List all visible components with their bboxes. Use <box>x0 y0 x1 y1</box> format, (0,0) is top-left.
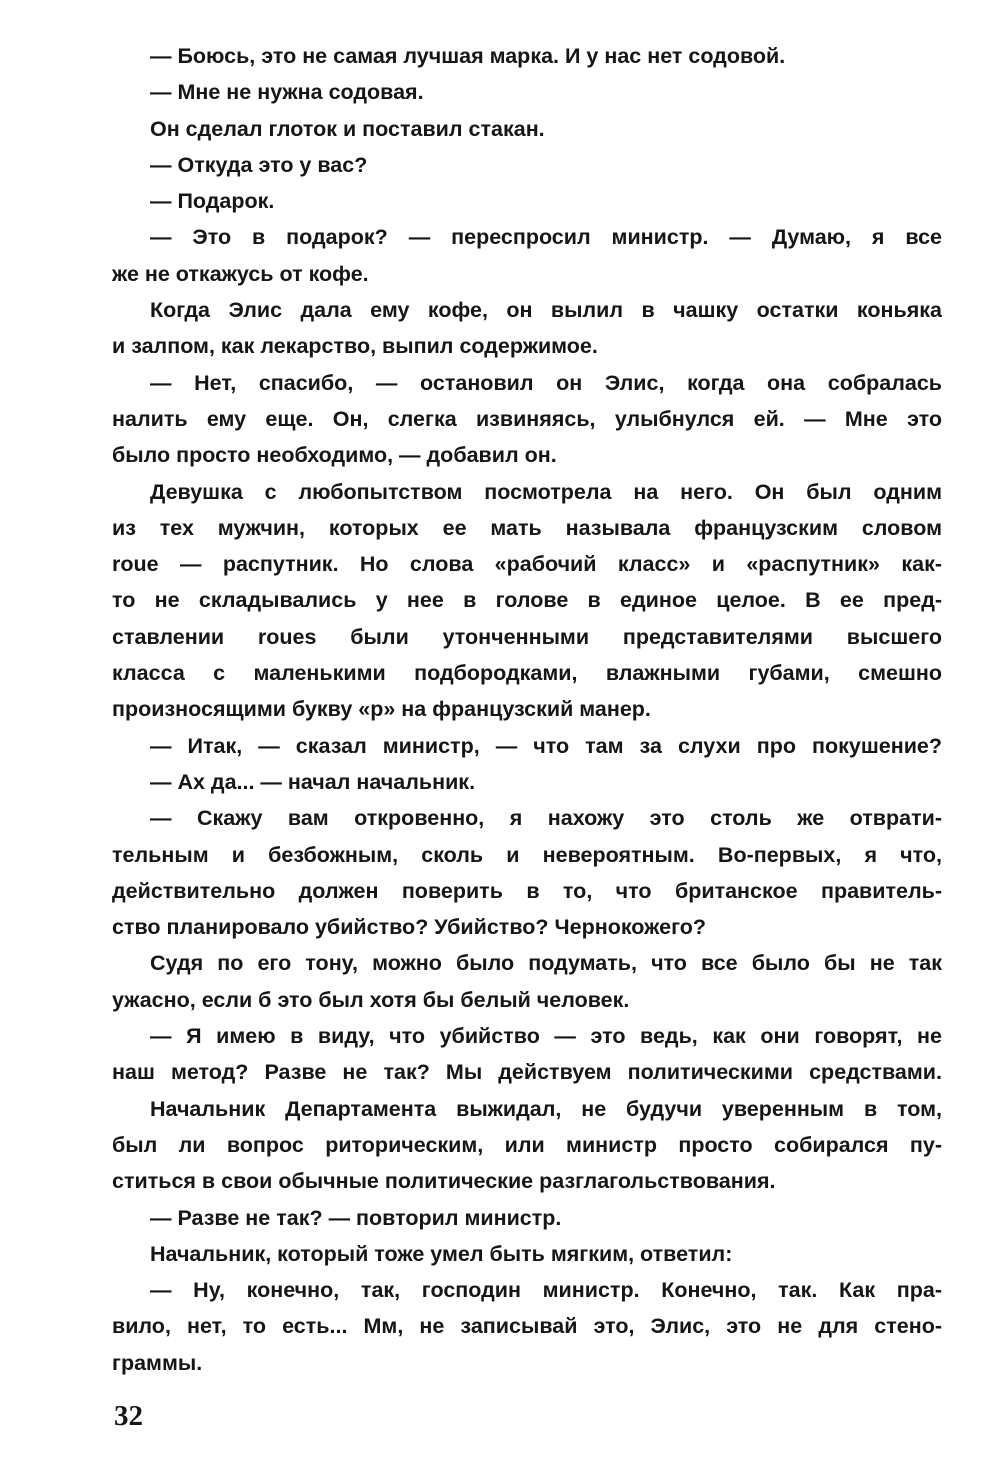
text-line: — Скажу вам откровенно, я нахожу это столь же отврати- <box>150 806 942 831</box>
text-line: — Подарок. <box>150 189 275 214</box>
text-line: Когда Элис дала ему кофе, он вылил в чашку остатки коньяка <box>150 298 942 323</box>
text-line: — Нет, спасибо, — остановил он Элис, когда она собралась <box>150 370 942 395</box>
text-line: — Я имею в виду, что убийство — это ведь, как они говорят, не <box>150 1024 942 1049</box>
text-line: — Мне не нужна содовая. <box>150 80 424 105</box>
text-line: roue — распутник. Но слова «рабочий класс» и «распутник» как- <box>112 552 942 577</box>
text-line: — Боюсь, это не самая лучшая марка. И у нас нет содовой. <box>150 44 786 68</box>
text-line: — Ну, конечно, так, господин министр. Конечно, так. Как пра- <box>150 1278 942 1303</box>
text-line: был ли вопрос риторическим, или министр просто собирался пу- <box>112 1132 942 1157</box>
text-line: было просто необходимо, — добавил он. <box>112 443 557 468</box>
text-line: произносящими букву «р» на французский манер. <box>112 697 651 722</box>
text-line: — Итак, — сказал министр, — что там за слухи про покушение? <box>150 733 942 758</box>
text-line: Начальник, который тоже умел быть мягким, ответил: <box>150 1241 733 1266</box>
text-line: наш метод? Разве не так? Мы действуем политическими средствами. <box>112 1060 942 1085</box>
text-line: Судя по его тону, можно было подумать, что все было бы не так <box>150 951 942 976</box>
text-line: из тех мужчин, которых ее мать называла французским словом <box>112 515 942 540</box>
text-line: же не откажусь от кофе. <box>112 261 369 286</box>
text-line: — Ах да... — начал начальник. <box>150 769 476 794</box>
text-line: граммы. <box>112 1350 203 1375</box>
text-line: и залпом, как лекарство, выпил содержимое. <box>112 334 598 359</box>
text-line: вило, нет, то есть... Мм, не записывай это, Элис, это не для стено- <box>112 1314 942 1339</box>
text-line: ужасно, если б это был хотя бы белый человек. <box>112 987 630 1012</box>
text-line: Начальник Департамента выжидал, не будучи уверенным в том, <box>150 1096 942 1121</box>
text-line: — Разве не так? — повторил министр. <box>150 1205 562 1230</box>
text-line: класса с маленькими подбородками, влажными губами, смешно <box>112 661 942 686</box>
page-number: 32 <box>114 1400 143 1432</box>
text-line: Девушка с любопытством посмотрела на него. Он был одним <box>150 479 942 504</box>
text-line: — Это в подарок? — переспросил министр. — Думаю, я все <box>150 225 942 250</box>
text-line: ставлении roues были утонченными представителями высшего <box>112 624 942 649</box>
text-line: то не складывались у нее в голове в единое целое. В ее пред- <box>112 588 942 613</box>
text-line: ститься в свои обычные политические разглагольствования. <box>112 1169 776 1194</box>
text-line: Он сделал глоток и поставил стакан. <box>150 116 545 141</box>
text-line: ство планировало убийство? Убийство? Чернокожего? <box>112 915 707 940</box>
text-line: тельным и безбожным, сколь и невероятным. Во-первых, я что, <box>112 842 942 867</box>
body-text <box>112 38 942 1381</box>
text-line: — Откуда это у вас? <box>150 152 368 177</box>
text-line: налить ему еще. Он, слегка извиняясь, улыбнулся ей. — Мне это <box>112 406 942 431</box>
text-line: действительно должен поверить в то, что британское правитель- <box>112 878 942 903</box>
